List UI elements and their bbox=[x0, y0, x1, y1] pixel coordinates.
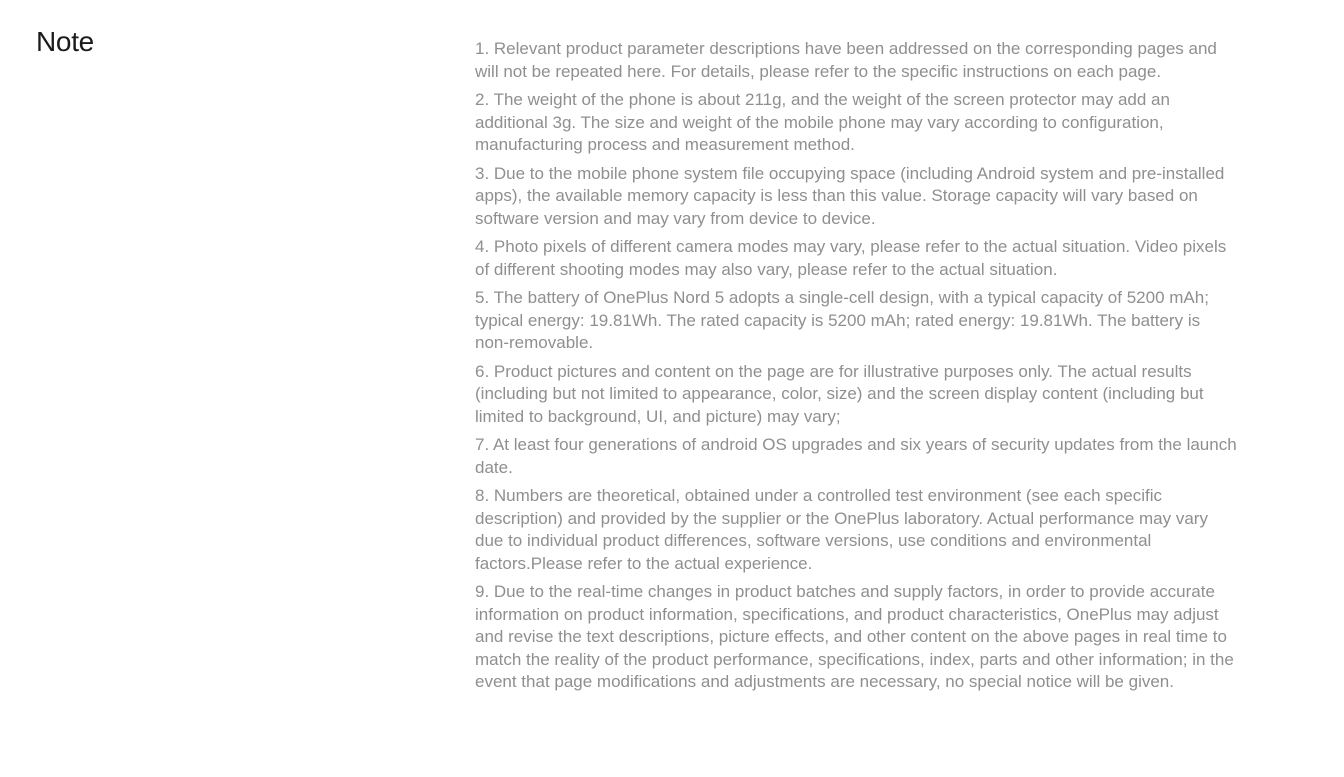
note-paragraph-1: 1. Relevant product parameter descriptions have been addressed on the corresponding pages and will not be repeated here. For details, please refer to the specific instructions on each page. bbox=[475, 39, 1217, 81]
note-paragraph-2: 2. The weight of the phone is about 211g, and the weight of the screen protector may add an additional 3g. The size and weight of the mobile phone may vary according to configuration, manufacturing process and measurement method. bbox=[475, 90, 1170, 154]
note-paragraph-5: 5. The battery of OnePlus Nord 5 adopts a single-cell design, with a typical capacity of 5200 mAh; typical energy: 19.81Wh. The rated capacity is 5200 mAh; rated energy: 19.81Wh. The battery is non-removable. bbox=[475, 288, 1209, 352]
page-title: Note bbox=[36, 26, 94, 57]
notes-list bbox=[475, 38, 1237, 700]
note-paragraph-7: 7. At least four generations of android OS upgrades and six years of security updates from the launch date. bbox=[475, 435, 1237, 477]
note-paragraph-6: 6. Product pictures and content on the page are for illustrative purposes only. The actual results (including but not limited to appearance, color, size) and the screen display content (including but limited to background, UI, and picture) may vary; bbox=[475, 361, 1204, 426]
note-paragraph-9: 9. Due to the real-time changes in product batches and supply factors, in order to provide accurate information on product information, specifications, and product characteristics, OnePlus may adjust and revise the text descriptions, picture effects, and other content on the above pages in real time to match the reality of the product performance, specifications, index, parts and other information; in the event that page modifications and adjustments are necessary, no special notice will be given. bbox=[475, 582, 1234, 691]
note-paragraph-8: 8. Numbers are theoretical, obtained under a controlled test environment (see each specific description) and provided by the supplier or the OnePlus laboratory. Actual performance may vary due to individual product differences, software versions, use conditions and environmental factors.Please refer to the actual experience. bbox=[475, 486, 1208, 573]
note-paragraph-4: 4. Photo pixels of different camera modes may vary, please refer to the actual situation. Video pixels of different shooting modes may also vary, please refer to the actual situation. bbox=[475, 237, 1227, 279]
note-paragraph-3: 3. Due to the mobile phone system file occupying space (including Android system and pre-installed apps), the available memory capacity is less than this value. Storage capacity will vary based on software version and may vary from device to device. bbox=[475, 163, 1225, 228]
